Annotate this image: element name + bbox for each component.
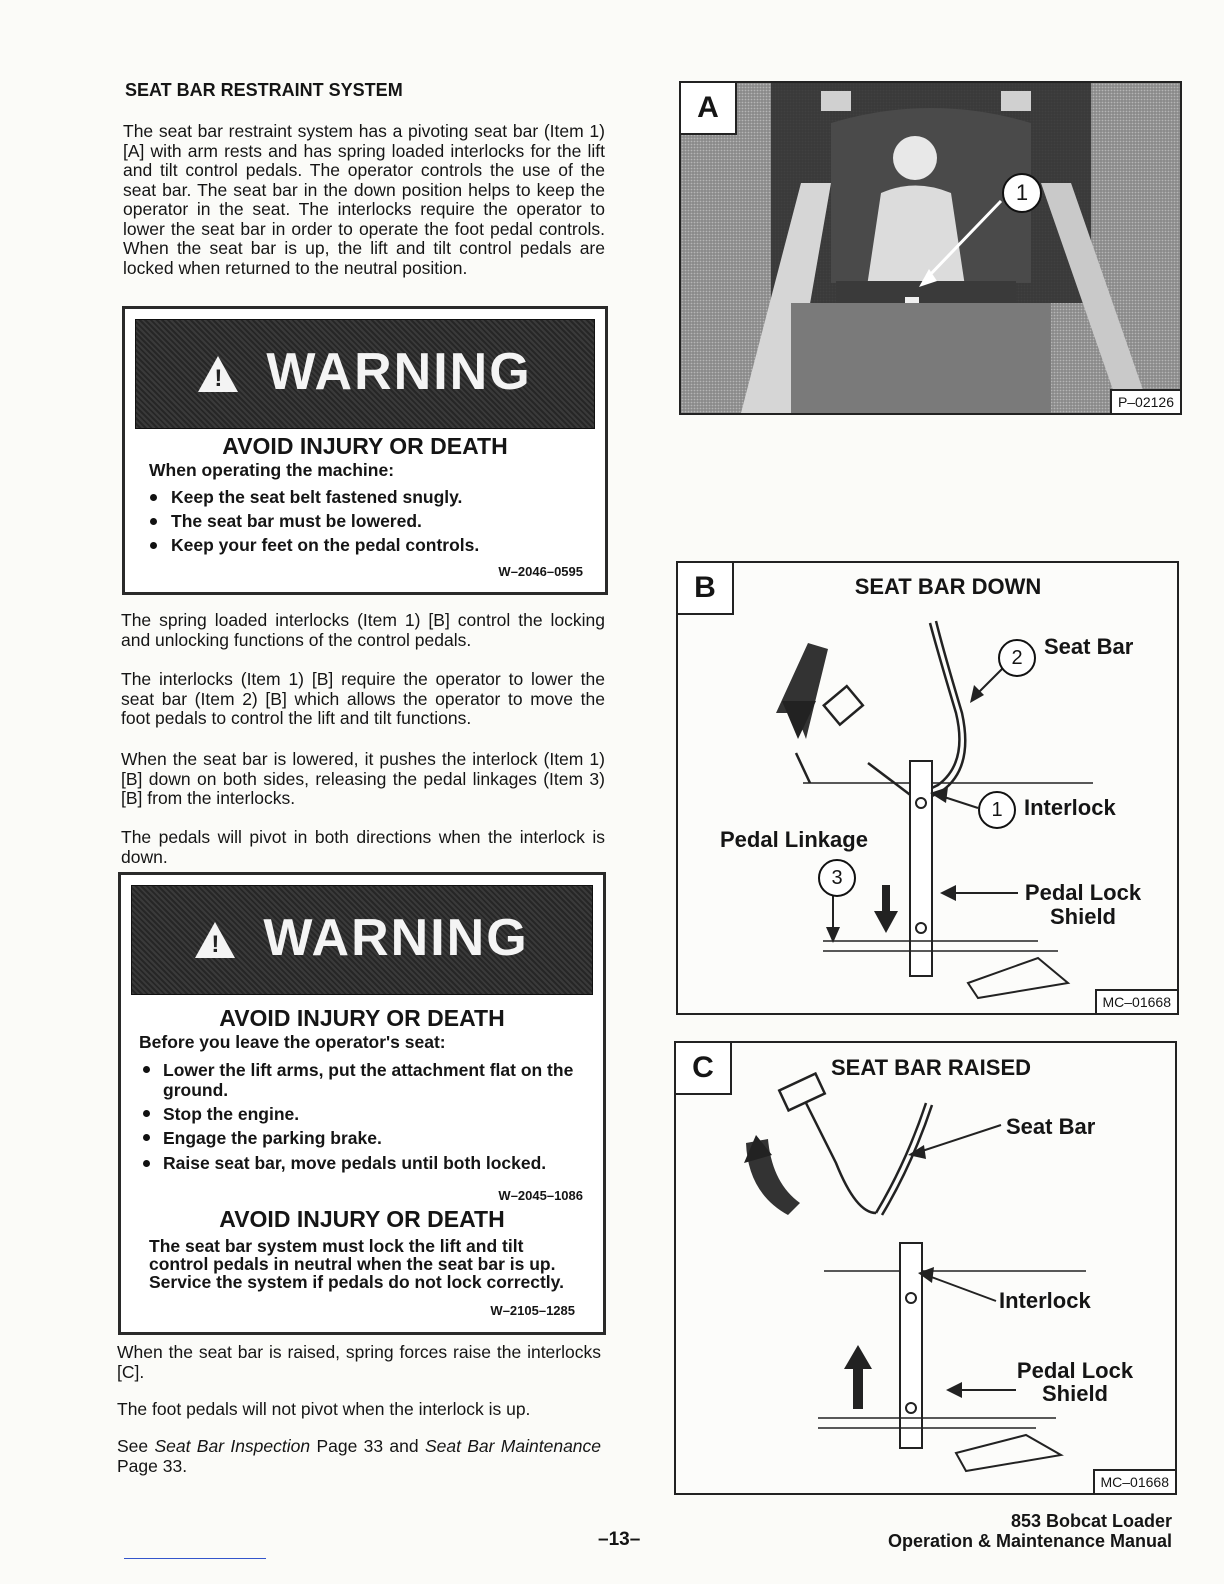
warning-box-2 (118, 872, 606, 1335)
bullet-icon (150, 518, 157, 525)
label-shield: Shield (1049, 904, 1116, 929)
label-pedal-lock: Pedal Lock (1016, 1358, 1134, 1383)
label-seat-bar: Seat Bar (1006, 1114, 1096, 1139)
warning-box-1 (122, 306, 608, 595)
figure-b (676, 561, 1179, 1015)
warning2-code-1: W–2045–1086 (498, 1188, 583, 1203)
paragraph-pedals-no-pivot: The foot pedals will not pivot when the interlock is up. (117, 1399, 531, 1419)
figure-a-callout-1: 1 (1002, 173, 1042, 213)
figure-c (674, 1041, 1177, 1495)
figure-a-letter: A (681, 83, 737, 135)
callout-2: 2 (998, 639, 1036, 677)
label-seat-bar: Seat Bar (1044, 634, 1134, 659)
seat-bar-raised-diagram (676, 1043, 1175, 1493)
figure-a-code: P–02126 (1110, 389, 1180, 413)
warning-title-2: AVOID INJURY OR DEATH (219, 1005, 505, 1031)
warning2-text-2: The seat bar system must lock the lift and tilt control pedals in neutral when the seat bar is up. Service the system if pedals do not lock correctly. (149, 1236, 564, 1292)
figure-b-code: MC–01668 (1095, 989, 1178, 1013)
figure-b-letter: B (678, 563, 734, 615)
seat-bar-down-diagram (678, 563, 1177, 1013)
footer-manual: Operation & Maintenance Manual (887, 1531, 1172, 1551)
operator-photo (681, 83, 1180, 413)
warning-lead-1: When operating the machine: (149, 460, 395, 480)
paragraph-seat-bar-lowered: When the seat bar is lowered, it pushes the interlock (Item 1) [B] down on both sides, releasing the pedal linkages (Item 3) [B] from the interlocks. (121, 749, 605, 808)
warning2-item-4: Raise seat bar, move pedals until both locked. (163, 1153, 547, 1173)
bullet-icon (143, 1110, 150, 1117)
bullet-icon (143, 1134, 150, 1141)
link-seat-bar-inspection: Seat Bar Inspection (154, 1436, 311, 1456)
warning1-item-3: Keep your feet on the pedal controls. (171, 535, 480, 555)
warning1-item-2: The seat bar must be lowered. (171, 511, 422, 531)
figure-b-title: SEAT BAR DOWN (854, 574, 1042, 599)
paragraph-interlocks-require: The interlocks (Item 1) [B] require the operator to lower the seat bar (Item 2) [B] which allows the operator to move the foot pedals to control the lift and tilt functions. (121, 669, 605, 728)
paragraph-seat-bar-raised: When the seat bar is raised, spring forces raise the interlocks [C]. (117, 1342, 601, 1382)
label-shield: Shield (1041, 1381, 1108, 1406)
footer-rule (124, 1558, 266, 1559)
warning2-item-2: Stop the engine. (163, 1104, 300, 1124)
warning-banner-2 (131, 885, 593, 995)
bullet-icon (143, 1160, 150, 1167)
section-heading: SEAT BAR RESTRAINT SYSTEM (125, 80, 403, 100)
paragraph-interlocks: The spring loaded interlocks (Item 1) [B] control the locking and unlocking functions of the control pedals. (121, 610, 605, 650)
warning-word-1: WARNING (266, 343, 532, 401)
footer-model: 853 Bobcat Loader (1010, 1511, 1172, 1531)
callout-1: 1 (978, 791, 1016, 829)
label-interlock: Interlock (999, 1288, 1091, 1313)
paragraph-see-also: See Seat Bar Inspection Page 33 and Seat Bar Maintenance Page 33. (117, 1436, 602, 1476)
figure-c-letter: C (676, 1043, 732, 1095)
page-number: –13– (598, 1529, 641, 1550)
bullet-icon (143, 1066, 150, 1073)
bullet-icon (150, 542, 157, 549)
figure-c-title: SEAT BAR RAISED (830, 1055, 1032, 1080)
warning-triangle-icon (195, 922, 235, 958)
label-pedal-linkage: Pedal Linkage (720, 827, 868, 852)
label-interlock: Interlock (1024, 795, 1116, 820)
warning-word-2: WARNING (263, 909, 529, 967)
warning2-item-1: Lower the lift arms, put the attachment flat on the ground. (163, 1060, 574, 1100)
paragraph-pedals-pivot: The pedals will pivot in both directions when the interlock is down. (121, 827, 605, 867)
warning1-item-1: Keep the seat belt fastened snugly. (171, 487, 463, 507)
warning2-item-3: Engage the parking brake. (163, 1128, 382, 1148)
bullet-icon (150, 494, 157, 501)
figure-c-code: MC–01668 (1093, 1469, 1176, 1493)
callout-3: 3 (818, 859, 856, 897)
label-pedal-lock: Pedal Lock (1024, 880, 1142, 905)
warning1-code: W–2046–0595 (498, 564, 583, 579)
warning-title-1: AVOID INJURY OR DEATH (222, 433, 508, 459)
warning2-code-2: W–2105–1285 (490, 1303, 575, 1318)
intro-paragraph: The seat bar restraint system has a pivoting seat bar (Item 1) [A] with arm rests and has spring loaded interlocks for the lift and tilt control pedals. The operator controls the use of the seat bar. The seat bar in the down position helps to keep the operator in the seat. The interlocks require the operator to lower the seat bar in order to operate the foot pedal controls. When the seat bar is up, the lift and tilt control pedals are locked when returned to the neutral position. (123, 121, 605, 278)
warning-banner-1 (135, 319, 595, 429)
warning-lead-2: Before you leave the operator's seat: (139, 1032, 446, 1052)
warning-title-2b: AVOID INJURY OR DEATH (219, 1206, 505, 1232)
figure-a (679, 81, 1182, 415)
link-seat-bar-maintenance: Seat Bar Maintenance (424, 1436, 602, 1456)
warning-triangle-icon (198, 356, 238, 392)
